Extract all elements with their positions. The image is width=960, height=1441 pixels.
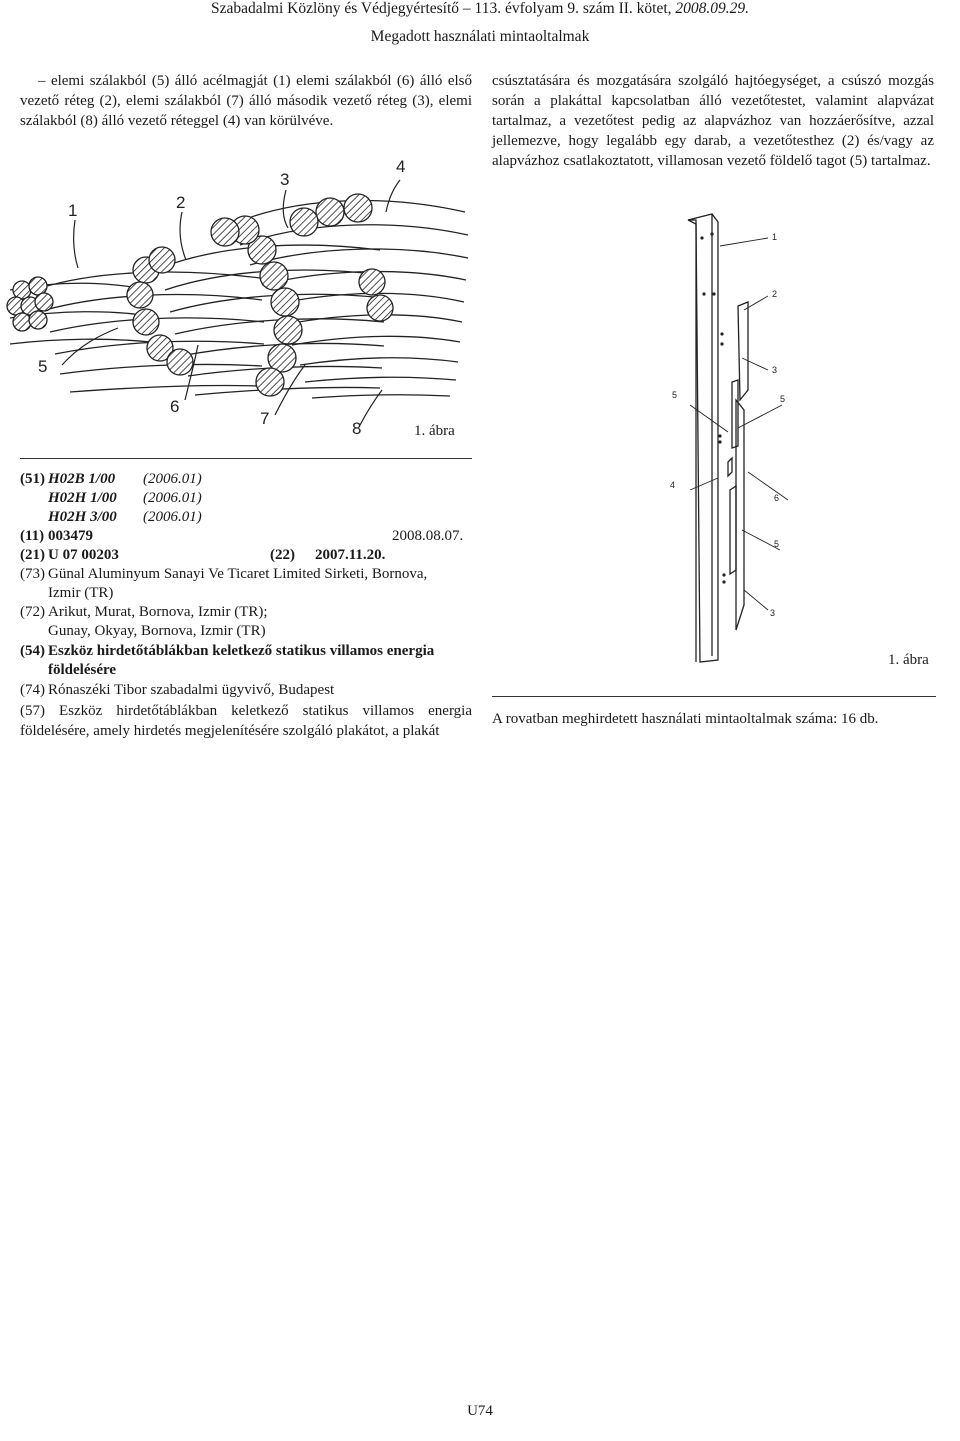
fig2-label-2: 2 xyxy=(772,289,778,299)
inventor-line-2: Gunay, Okyay, Bornova, Izmir (TR) xyxy=(48,623,266,639)
ipc-version: (2006.01) xyxy=(143,471,202,487)
title-line-2: földelésére xyxy=(48,662,117,678)
abstract-text: (57) Eszköz hirdetőtáblákban keletkező statikus villamos energia földelésére, amely hirdetés megjelenítésére szolgáló plakátot, a plakát xyxy=(20,703,472,739)
claim-continuation-text: – elemi szálakból (5) álló acélmagját (1) elemi szálakból (6) álló első vezető réteg (2), elemi szálakból (7) álló második vezető réteg (3), elemi szálakból (8) álló vezető réteggel (4) van körülvéve. xyxy=(20,73,472,129)
grounding-rail-figure xyxy=(660,210,840,665)
figure1-caption: 1. ábra xyxy=(414,423,455,439)
cable-cross-section-figure xyxy=(0,150,470,445)
field-code-51: (51) xyxy=(20,471,45,487)
section-title: Megadott használati mintaoltalmak xyxy=(370,28,590,45)
inventor-line-1: Arikut, Murat, Bornova, Izmir (TR); xyxy=(48,604,268,620)
page-number: U74 xyxy=(467,1403,493,1419)
fig2-label-5c: 5 xyxy=(774,539,780,549)
fig1-label-2: 2 xyxy=(176,193,186,212)
title-line-1: Eszköz hirdetőtáblákban keletkező statikus villamos energia xyxy=(48,643,435,659)
divider xyxy=(492,696,936,697)
ipc-version: (2006.01) xyxy=(143,490,202,506)
ipc-version: (2006.01) xyxy=(143,509,202,525)
field-code-74: (74) xyxy=(20,682,45,698)
fig2-label-3: 3 xyxy=(772,365,778,375)
fig1-label-7: 7 xyxy=(260,409,270,428)
application-number: U 07 00203 xyxy=(48,547,119,563)
figure2-caption: 1. ábra xyxy=(888,652,929,668)
fig2-label-5a: 5 xyxy=(672,390,678,400)
divider xyxy=(20,458,472,459)
field-code-22: (22) xyxy=(270,547,295,563)
fig1-label-1: 1 xyxy=(68,201,78,220)
owner-line-1: Günal Aluminyum Sanayi Ve Ticaret Limited Sirketi, Bornova, xyxy=(48,566,428,582)
fig2-label-3b: 3 xyxy=(770,608,776,618)
registration-date: 2008.08.07. xyxy=(392,528,464,544)
registration-number: 003479 xyxy=(48,528,93,544)
field-code-21: (21) xyxy=(20,547,45,563)
owner-line-2: Izmir (TR) xyxy=(48,585,114,601)
claim-text-right: csúsztatására és mozgatására szolgáló hajtóegységet, a csúszó mozgás során a plakáttal kapcsolatban álló vezetőtestet, valamint alapvázat tartalmaz, a vezetőtest pedig az alapvázhoz van hozzáerősítve, azzal jellemezve, hogy legalább egy darab, a vezetőtesthez (2) és/vagy az alapvázhoz csatlakoztatott, villamosan vezető földelő tagot (5) tartalmaz. xyxy=(492,73,934,169)
fig2-label-1: 1 xyxy=(772,232,778,242)
ipc-class: H02B 1/00 xyxy=(48,471,116,487)
ipc-class: H02H 1/00 xyxy=(48,490,117,506)
fig1-label-5: 5 xyxy=(38,357,48,376)
journal-header xyxy=(0,0,960,18)
fig2-label-5b: 5 xyxy=(780,394,786,404)
field-code-54: (54) xyxy=(20,643,45,659)
journal-title: Szabadalmi Közlöny és Védjegyértesítő – 113. évfolyam 9. szám II. kötet, xyxy=(210,0,676,17)
attorney: Rónaszéki Tibor szabadalmi ügyvivő, Budapest xyxy=(48,682,335,698)
issue-date: 2008.09.29. xyxy=(675,0,750,17)
fig1-label-4: 4 xyxy=(396,157,406,176)
field-code-72: (72) xyxy=(20,604,45,620)
fig2-label-4: 4 xyxy=(670,480,676,490)
field-code-73: (73) xyxy=(20,566,45,582)
fig2-label-6: 6 xyxy=(774,493,780,503)
count-note: A rovatban meghirdetett használati mintaoltalmak száma: 16 db. xyxy=(492,711,879,727)
filing-date: 2007.11.20. xyxy=(315,547,386,563)
fig1-label-8: 8 xyxy=(352,419,362,438)
fig1-label-3: 3 xyxy=(280,170,290,189)
ipc-class: H02H 3/00 xyxy=(48,509,117,525)
field-code-11: (11) xyxy=(20,528,45,544)
fig1-label-6: 6 xyxy=(170,397,180,416)
